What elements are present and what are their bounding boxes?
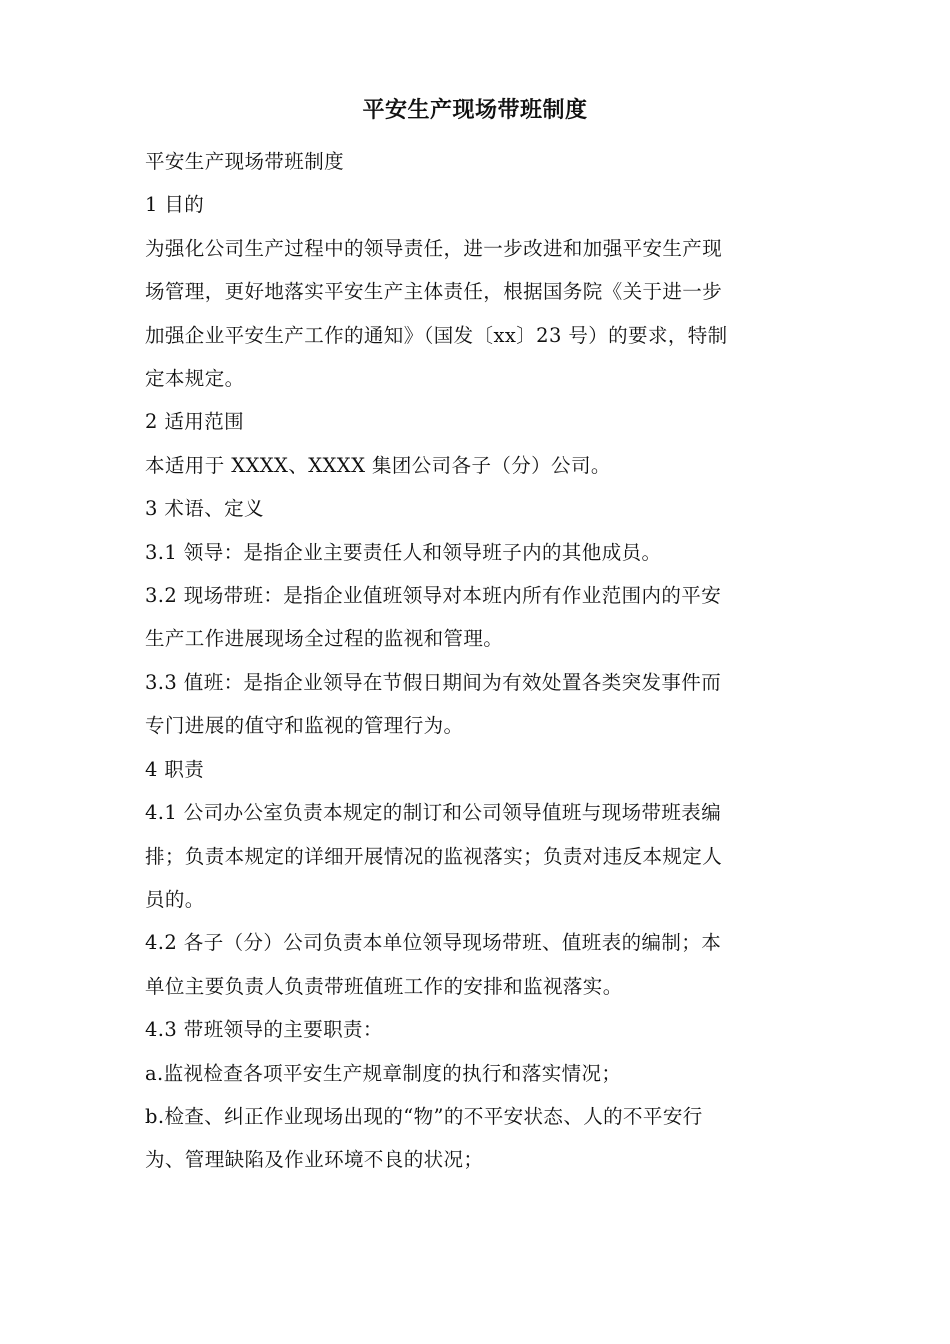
paragraph-line: 专门进展的值守和监视的管理行为。 (145, 714, 464, 738)
section-heading-purpose: 1 目的 (145, 193, 205, 217)
paragraph-line: 场管理，更好地落实平安生产主体责任，根据国务院《关于进一步 (145, 280, 723, 304)
paragraph-line: 定本规定。 (145, 367, 245, 391)
list-item-line: a.监视检查各项平安生产规章制度的执行和落实情况； (145, 1061, 622, 1085)
paragraph-line: 单位主要负责人负责带班值班工作的安排和监视落实。 (145, 974, 623, 998)
paragraph-line: 排；负责本规定的详细开展情况的监视落实；负责对违反本规定人 (145, 844, 723, 868)
section-heading-terms: 3 术语、定义 (145, 497, 264, 521)
paragraph-line: 4.2 各子（分）公司负责本单位领导现场带班、值班表的编制；本 (145, 931, 722, 955)
section-heading-scope: 2 适用范围 (145, 410, 245, 434)
paragraph-line: 4.3 带班领导的主要职责： (145, 1018, 383, 1042)
paragraph-line: 为强化公司生产过程中的领导责任，进一步改进和加强平安生产现 (145, 236, 723, 260)
paragraph-line: 4.1 公司办公室负责本规定的制订和公司领导值班与现场带班表编 (145, 801, 722, 825)
paragraph-line: 员的。 (145, 887, 205, 911)
subtitle-line: 平安生产现场带班制度 (145, 150, 345, 173)
list-item-line: b.检查、纠正作业现场出现的“物”的不平安状态、人的不平安行 (145, 1104, 703, 1128)
paragraph-line: 3.3 值班：是指企业领导在节假日期间为有效处置各类突发事件而 (145, 670, 722, 694)
paragraph-line: 本适用于 XXXX、XXXX 集团公司各子（分）公司。 (145, 453, 611, 477)
document-title: 平安生产现场带班制度 (362, 97, 588, 123)
paragraph-line: 3.2 现场带班：是指企业值班领导对本班内所有作业范围内的平安 (145, 584, 722, 608)
paragraph-line: 生产工作进展现场全过程的监视和管理。 (145, 627, 504, 651)
paragraph-line: 加强企业平安生产工作的通知》（国发〔xx〕23 号）的要求，特制 (145, 323, 728, 347)
document-body (145, 140, 810, 1182)
paragraph-line: 3.1 领导：是指企业主要责任人和领导班子内的其他成员。 (145, 540, 662, 564)
list-item-line: 为、管理缺陷及作业环境不良的状况； (145, 1148, 484, 1172)
section-heading-duties: 4 职责 (145, 757, 205, 781)
